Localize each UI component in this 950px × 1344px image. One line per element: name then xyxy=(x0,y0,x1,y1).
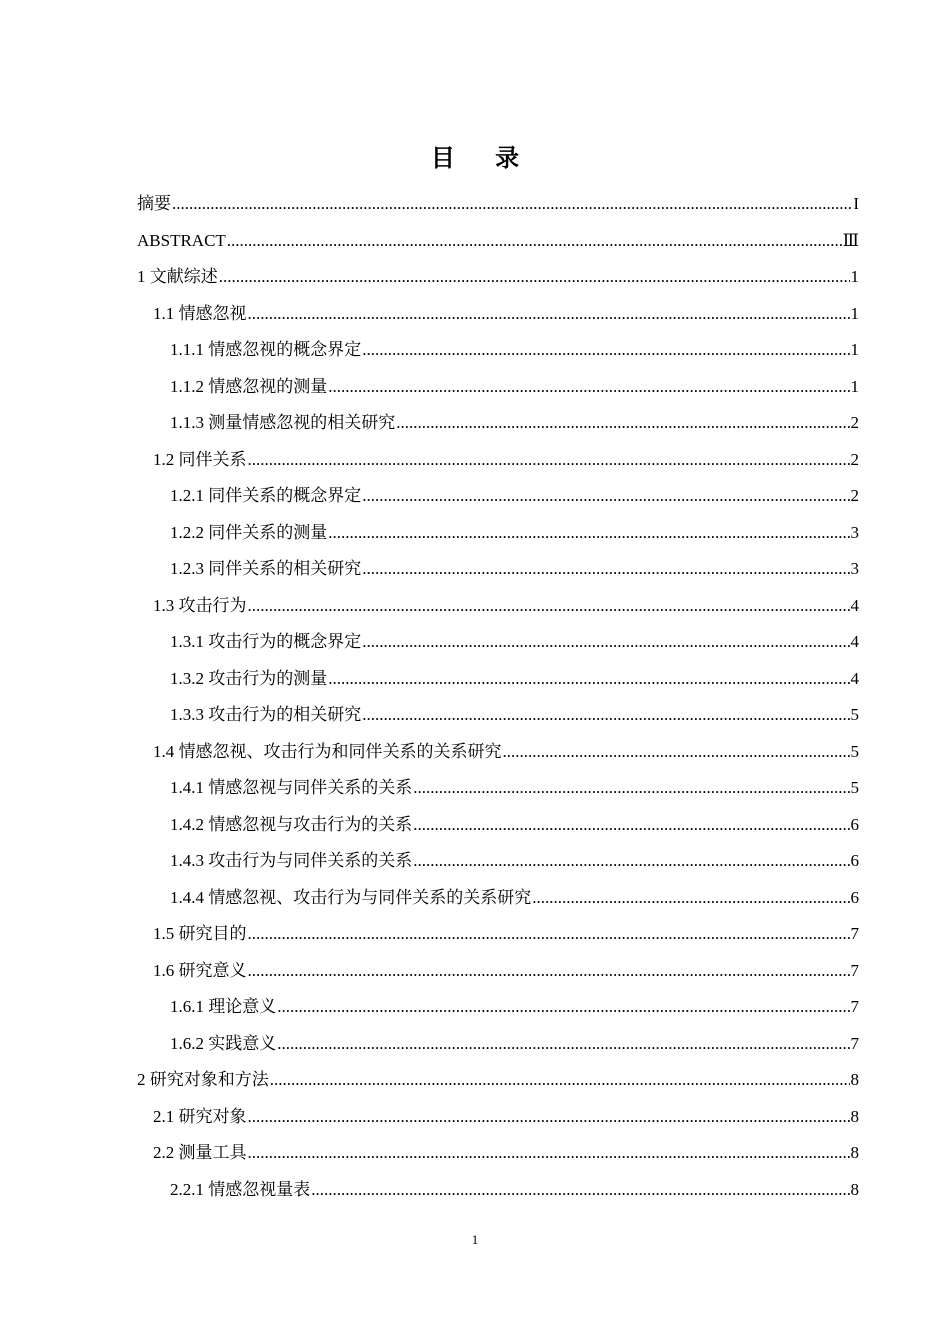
toc-entry-page: 7 xyxy=(850,997,859,1016)
dot-leader xyxy=(311,1172,849,1209)
toc-entry[interactable] xyxy=(137,478,859,515)
toc-entry[interactable] xyxy=(137,624,859,661)
toc-entry[interactable] xyxy=(137,807,859,844)
toc-entry-title: 1.4.1 情感忽视与同伴关系的关系 xyxy=(170,778,413,797)
dot-leader xyxy=(396,405,849,442)
dot-leader xyxy=(328,515,849,552)
toc-entry-page: 5 xyxy=(850,741,859,761)
toc-entry-page: 1 xyxy=(850,376,859,396)
toc-entry-page: 5 xyxy=(850,705,859,724)
dot-leader xyxy=(362,478,849,515)
toc-entry-page: Ⅲ xyxy=(842,230,859,250)
dot-leader xyxy=(248,1135,850,1172)
toc-entry[interactable] xyxy=(137,1099,859,1136)
toc-entry-title: 1.4.2 情感忽视与攻击行为的关系 xyxy=(170,814,413,834)
page-title: 目 录 xyxy=(430,144,536,173)
toc-entry-title: 1.3.2 攻击行为的测量 xyxy=(170,668,328,688)
toc-entry-title: 1.2.1 同伴关系的概念界定 xyxy=(170,486,362,505)
toc-entry-page: 1 xyxy=(850,303,859,323)
toc-entry-title: 1.1.1 情感忽视的概念界定 xyxy=(170,340,362,359)
toc-entry[interactable] xyxy=(137,953,859,990)
toc-entry-title: 1.5 研究目的 xyxy=(153,924,247,943)
dot-leader xyxy=(362,551,849,588)
toc-entry[interactable] xyxy=(137,515,859,552)
toc-entry[interactable] xyxy=(137,588,859,625)
toc-entry-page: 8 xyxy=(850,1106,859,1126)
toc-entry[interactable] xyxy=(137,1026,859,1063)
toc-entry-page: 4 xyxy=(850,632,859,651)
dot-leader xyxy=(328,369,849,406)
toc-entry-title: 1 文献综述 xyxy=(137,267,218,286)
toc-entry-title: 1.2.3 同伴关系的相关研究 xyxy=(170,559,362,578)
toc-entry-title: 1.6.2 实践意义 xyxy=(170,1033,277,1053)
toc-entry-title: 摘要 xyxy=(137,194,171,213)
toc-entry-page: 6 xyxy=(850,887,859,907)
toc-entry-title: 1.1.3 测量情感忽视的相关研究 xyxy=(170,413,396,432)
toc-entry[interactable] xyxy=(137,296,859,333)
toc-entry-page: 4 xyxy=(850,668,859,688)
toc-entry[interactable] xyxy=(137,405,859,442)
toc-entry-title: 1.4.3 攻击行为与同伴关系的关系 xyxy=(170,851,413,870)
toc-entry[interactable] xyxy=(137,770,859,807)
dot-leader xyxy=(413,807,849,844)
toc-entry[interactable] xyxy=(137,697,859,734)
dot-leader xyxy=(503,734,850,771)
toc-entry[interactable] xyxy=(137,442,859,479)
toc-entry-page: 2 xyxy=(850,449,859,469)
toc-entry[interactable] xyxy=(137,916,859,953)
toc-entry[interactable] xyxy=(137,1062,859,1099)
toc-entry[interactable] xyxy=(137,1135,859,1172)
dot-leader xyxy=(248,1099,850,1136)
toc-entry-page: 1 xyxy=(850,340,859,359)
toc-entry[interactable] xyxy=(137,551,859,588)
dot-leader xyxy=(532,880,849,917)
toc-entry-page: 6 xyxy=(850,814,859,834)
toc-entry-page: 5 xyxy=(850,778,859,797)
toc-entry[interactable] xyxy=(137,880,859,917)
toc-entry-title: 1.4 情感忽视、攻击行为和同伴关系的关系研究 xyxy=(153,741,502,761)
toc-entry-title: 1.4.4 情感忽视、攻击行为与同伴关系的关系研究 xyxy=(170,887,532,907)
dot-leader xyxy=(248,916,850,953)
dot-leader xyxy=(277,989,849,1026)
toc-entry[interactable] xyxy=(137,332,859,369)
toc-entry-page: 7 xyxy=(850,1033,859,1053)
toc-entry-page: 3 xyxy=(850,522,859,542)
toc-entry-page: 2 xyxy=(850,413,859,432)
toc-entry-title: 2.2 测量工具 xyxy=(153,1143,247,1162)
toc-entry[interactable] xyxy=(137,259,859,296)
toc-entry-title: 1.2.2 同伴关系的测量 xyxy=(170,522,328,542)
toc-entry-page: 8 xyxy=(850,1179,859,1199)
toc-entry-page: 7 xyxy=(850,924,859,943)
dot-leader xyxy=(277,1026,849,1063)
toc-entry-page: 4 xyxy=(850,595,859,615)
dot-leader xyxy=(362,332,849,369)
dot-leader xyxy=(248,296,850,333)
dot-leader xyxy=(248,588,850,625)
toc-entry-title: ABSTRACT xyxy=(137,230,226,250)
dot-leader xyxy=(172,186,852,223)
toc-entry-page: 2 xyxy=(850,486,859,505)
toc-entry-page: I xyxy=(853,194,859,213)
dot-leader xyxy=(270,1062,850,1099)
dot-leader xyxy=(219,259,850,296)
toc-entry-title: 1.6.1 理论意义 xyxy=(170,997,277,1016)
toc-entry-title: 1.1 情感忽视 xyxy=(153,303,247,323)
toc-entry-title: 2.1 研究对象 xyxy=(153,1106,247,1126)
toc-entry-title: 1.3.3 攻击行为的相关研究 xyxy=(170,705,362,724)
toc-entry-page: 3 xyxy=(850,559,859,578)
toc-entry-page: 7 xyxy=(850,960,859,980)
toc-entry-title: 1.3.1 攻击行为的概念界定 xyxy=(170,632,362,651)
dot-leader xyxy=(328,661,849,698)
toc-entry-title: 1.1.2 情感忽视的测量 xyxy=(170,376,328,396)
toc-entry[interactable] xyxy=(137,661,859,698)
toc-entry-title: 2 研究对象和方法 xyxy=(137,1070,269,1089)
toc-entry[interactable] xyxy=(137,989,859,1026)
toc-entry-page: 1 xyxy=(850,267,859,286)
toc-entry-title: 2.2.1 情感忽视量表 xyxy=(170,1179,311,1199)
toc-entry-page: 8 xyxy=(850,1143,859,1162)
page-number: 1 xyxy=(471,1232,479,1247)
dot-leader xyxy=(248,953,850,990)
toc-entry[interactable] xyxy=(137,369,859,406)
dot-leader xyxy=(227,223,842,260)
toc-entry[interactable] xyxy=(137,843,859,880)
toc-entry[interactable] xyxy=(137,223,859,260)
toc-entry-page: 8 xyxy=(850,1070,859,1089)
toc-entry[interactable] xyxy=(137,1172,859,1209)
dot-leader xyxy=(362,624,849,661)
toc-entry-title: 1.6 研究意义 xyxy=(153,960,247,980)
dot-leader xyxy=(362,697,849,734)
toc-entry-title: 1.2 同伴关系 xyxy=(153,449,247,469)
dot-leader xyxy=(413,770,849,807)
toc-entry-title: 1.3 攻击行为 xyxy=(153,595,247,615)
table-of-contents xyxy=(137,186,859,1208)
dot-leader xyxy=(248,442,850,479)
toc-entry-page: 6 xyxy=(850,851,859,870)
toc-entry[interactable] xyxy=(137,186,859,223)
toc-entry[interactable] xyxy=(137,734,859,771)
dot-leader xyxy=(413,843,849,880)
